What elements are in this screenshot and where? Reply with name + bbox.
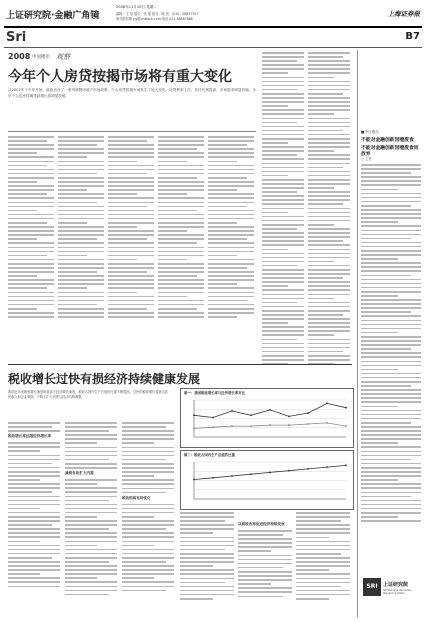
series-suffix: 观察	[56, 53, 70, 61]
article2-body	[8, 422, 176, 618]
chart-2-series-1-point	[307, 468, 309, 470]
sri-logo	[363, 578, 421, 606]
article2-subhead-4: 以税收改革促进经济持续发展	[238, 522, 285, 526]
chart-2-plot	[184, 459, 350, 505]
chart-2-series-1-point	[231, 475, 233, 477]
chart-1-series-2-point	[212, 426, 214, 428]
chart-2-series-1-point	[269, 472, 271, 474]
article2-col-2	[65, 422, 117, 618]
chart-1-series-1-point	[288, 415, 290, 417]
chart-1-series-1-point	[345, 407, 347, 409]
chart-2-caption: 图二：税收占国内生产总值的比重	[184, 453, 235, 457]
sidebar	[361, 130, 423, 618]
feature-continuation	[262, 52, 352, 358]
article2-lead: 我国近年来税收增长速度明显高于经济增长速度，税收占国内生产总值的比重不断提高。过快的税收增长将挤压居民收入和企业利润，不利于扩大内需与经济结构调整。	[8, 390, 168, 399]
chart-1-series-2-point	[288, 424, 290, 426]
feature-lead-rule	[8, 131, 256, 132]
article2-col-3	[122, 422, 174, 618]
sidebar-subhead: 不能对金融创新因噎废食而放弃	[361, 146, 419, 157]
sri-logo-text: 上证研究院	[383, 582, 409, 588]
sri-logo-subtext: SRI Shanghai Securities Research Institute	[383, 589, 412, 595]
article-divider	[8, 364, 352, 365]
year-tag: 2008	[8, 52, 31, 61]
article2-col-1	[8, 422, 60, 618]
feature-col-5	[208, 136, 254, 360]
feature-lead: 从2007年下半年开始，政府出台了一系列调整房地产市场政策，个人房贷按揭市场发生了较大变化，房贷利率上浮、首付比例提高，市场需求明显收缩。今年个人住房按揭贷款增长将明显放缓。	[8, 88, 256, 98]
chart-1-series-1-point	[326, 402, 328, 404]
newspaper-name: 上海证券报	[387, 10, 420, 18]
chart-2	[180, 450, 354, 510]
sidebar-section: ■今日看点	[361, 130, 379, 134]
column-label: Sri	[6, 30, 27, 45]
masthead-rule-top	[4, 26, 422, 28]
sidebar-body	[361, 164, 421, 524]
sri-logo-mark: SRI	[363, 578, 381, 596]
chart-1-series-2-point	[307, 423, 309, 425]
page-number: B7	[405, 31, 420, 42]
masthead	[4, 2, 422, 48]
masthead-rule-bottom	[4, 47, 422, 48]
feature-col-4	[158, 136, 204, 360]
chart-2-series-1-point	[345, 464, 347, 466]
sidebar-divider	[357, 50, 358, 618]
chart-1-series-1-point	[231, 410, 233, 412]
article2-subhead-3: 税收结构有待优化	[122, 495, 151, 500]
chart-1-series-2-point	[326, 422, 328, 424]
chart-1-series-1-point	[269, 409, 271, 411]
chart-1-series-1-point	[193, 414, 195, 416]
chart-1-series-2-point	[231, 425, 233, 427]
chart-1-series-2-point	[193, 427, 195, 429]
section-title: 上证研究院·金融广角镜	[6, 11, 100, 21]
chart-1	[180, 388, 354, 448]
article2-subhead-2: 减税有助扩大内需	[65, 471, 94, 476]
chart-1-series-1-point	[250, 414, 252, 416]
sidebar-author: □ 王莹	[361, 157, 372, 161]
feature-col-3	[108, 136, 154, 360]
article2-subhead-1: 税收增长率远超经济增长率	[8, 434, 52, 439]
chart-1-series-1-point	[307, 412, 309, 414]
series-label: 中国楼市	[32, 54, 50, 60]
editor-line: 编辑：王 莹 版式：张 强 校对：陈 晋 （010）58837327	[116, 12, 199, 16]
feature-tag	[8, 52, 94, 62]
chart-2-series-1-point	[326, 466, 328, 468]
feature-col-1	[8, 136, 54, 360]
chart-1-series-2-point	[269, 424, 271, 426]
chart-2-series-1-point	[250, 473, 252, 475]
chart-2-series-1-point	[212, 477, 214, 479]
article2-right-body	[180, 512, 352, 618]
sidebar-headline: 不能对金融创新因噎废食	[361, 138, 414, 143]
date-line: 2008年11月18日 星期二	[116, 5, 157, 9]
feature-headline: 今年个人房贷按揭市场将有重大变化	[8, 69, 232, 85]
chart-1-series-2-point	[345, 425, 347, 427]
feature-body	[8, 136, 256, 362]
chart-2-series-1-point	[288, 470, 290, 472]
chart-1-series-2-point	[250, 425, 252, 427]
chart-1-caption: 图一：我国税收增长率与经济增长率对比	[184, 391, 246, 395]
feature-col-2	[58, 136, 104, 360]
article2-headline: 税收增长过快有损经济持续健康发展	[8, 372, 201, 386]
chart-1-series-1-point	[212, 417, 214, 419]
email-line: 研究院信箱 yjy@cnstock.com 电话 021-58887888	[116, 17, 193, 21]
chart-2-series-1-point	[193, 479, 195, 481]
chart-1-plot	[184, 397, 350, 443]
